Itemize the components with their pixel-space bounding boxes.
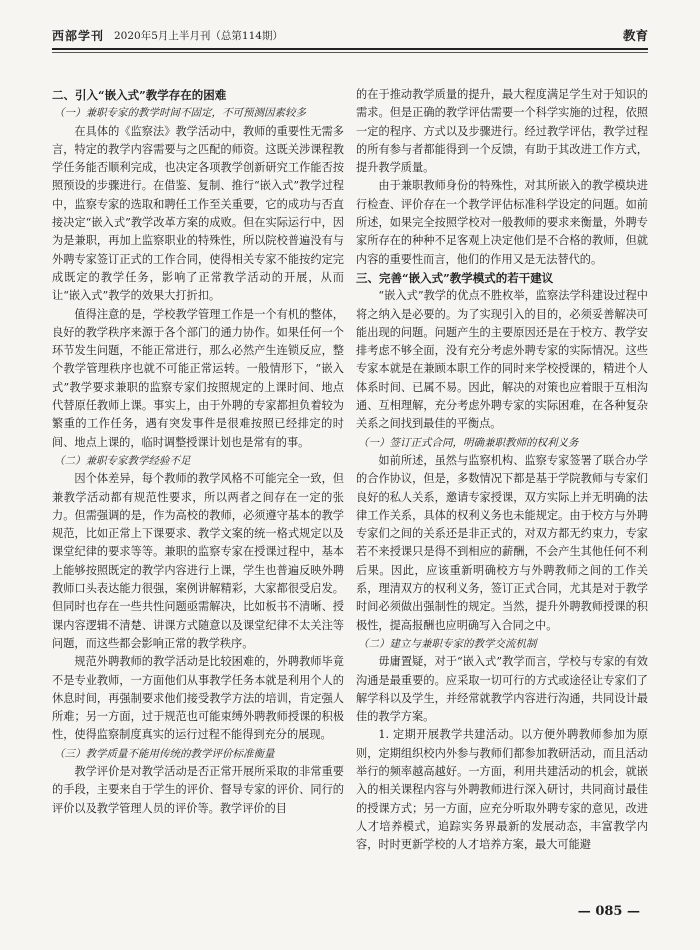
paragraph: 毋庸置疑，对于“嵌入式”教学而言，学校与专家的有效沟通是最重要的。应采取一切可行的方式或途径让专家们了解学科以及学生，并经常就教学内容进行沟通，共同设计最佳的教学方案。 xyxy=(356,655,648,724)
page-number: — 085 — xyxy=(577,904,640,919)
paragraph: 在具体的《监察法》教学活动中，教师的重要性无需多言，特定的教学内容需要与之匹配的师资。这既关涉课程教学任务能否顺利完成，也决定各项教学创新研究工作能否按照预设的步骤进行。在借鉴、复制、推行“嵌入式”教学过程中，监察专家的选取和聘任工作至关重要，它的成功与否直接决定“嵌入式”教学改革方案的成败。但在实际运行中，因为是兼职，再加上监察职业的特殊性，所以院校普遍没有与外聘专家签订正式的工作合同，使得相关专家不能按约定完成既定的教学任务，影响了正常教学活动的开展，从而让“嵌入式”教学的效果大打折扣。 xyxy=(52,124,344,303)
section-heading-3: 三、完善“嵌入式”教学模式的若干建议 xyxy=(356,270,554,285)
subheading-3: （三）教学质量不能用传统的教学评价标准衡量 xyxy=(54,747,275,760)
subheading-1: （一）签订正式合同，明确兼职教师的权利义务 xyxy=(358,436,579,449)
issue-info: 2020年5月上半月刊（总第114期） xyxy=(114,30,283,42)
running-header xyxy=(52,24,648,46)
right-column xyxy=(356,86,648,906)
paragraph-continued: 的在于推动教学质量的提升，最大程度满足学生对于知识的需求。但是正确的教学评估需要一个科学实施的过程，依照一定的程序、方式以及步骤进行。经过教学评估，教学过程的所有参与者都能得到一个反馈，有助于其改进工作方式，提升教学质量。 xyxy=(356,88,648,175)
paragraph: “嵌入式”教学的优点不胜枚举，监察法学科建设过程中将之纳入是必要的。为了实现引入的目的，必须妥善解决可能出现的问题。问题产生的主要原因还是在于校方、教学安排考虑不够全面，没有充分考虑外聘专家的实际情况。这些专家本就是在兼顾本职工作的同时来学校授课的，精进个人体系时间、已属不易。因此，解决的对策也应着眼于互相沟通、互相理解，充分考虑外聘专家的实际困难，在各种复杂关系之间找到最佳的平衡点。 xyxy=(356,289,648,431)
paragraph: 值得注意的是，学校教学管理工作是一个有机的整体，良好的教学秩序来源于各个部门的通力协作。如果任何一个环节发生问题，不能正常进行，那么必然产生连锁反应，整个教学管理秩序也就不可能正常运转。一般情形下，“嵌入式”教学要求兼职的监察专家们按照规定的上课时间、地点代替原任教师上课。事实上，由于外聘的专家都担负着较为繁重的工作任务，遇有突发事件是很难按照已经排定的时间、地点上课的，临时调整授课计划也是常有的事。 xyxy=(52,307,344,449)
journal-logo: 西部学刊 xyxy=(52,29,105,43)
left-column xyxy=(52,86,344,906)
section-label: 教育 xyxy=(622,28,648,43)
subheading-2: （二）兼职专家教学经验不足 xyxy=(54,454,191,467)
header-rule-thin xyxy=(52,52,648,53)
paragraph: 1. 定期开展教学共建活动。以方便外聘教师参加为原则，定期组织校内外参与教师们都参加教研活动，而且活动举行的频率越高越好。一方面，利用共建活动的机会，就嵌入的相关课程内容与外聘教师进行深入研讨，共同商讨最佳的授课方式；另一方面，应充分听取外聘专家的意见，改进人才培养模式，追踪实务界最新的发展动态，丰富教学内容，时时更新学校的人才培养方案，最大可能避 xyxy=(356,728,648,852)
paragraph: 规范外聘教师的教学活动是比较困难的，外聘教师毕竟不是专业教师，一方面他们从事教学任务本就是利用个人的休息时间，再强制要求他们接受教学方法的培训，肯定强人所难；另一方面，过于规范也可能束缚外聘教师授课的积极性，使得监察制度真实的运行过程不能得到充分的展现。 xyxy=(52,655,344,742)
paragraph: 教学评价是对教学活动是否正常开展所采取的非常重要的手段，主要来自于学生的评价、督导专家的评价、同行的评价以及教学管理人员的评价等。教学评价的目 xyxy=(52,764,344,815)
section-heading-2: 二、引入“嵌入式”教学存在的困难 xyxy=(52,88,227,102)
paragraph: 如前所述，虽然与监察机构、监察专家签署了联合办学的合作协议，但是，多数情况下都是基于学院教师与专家们良好的私人关系，邀请专家授课，双方实际上并无明确的法律工作关系，具体的权利义务也未能规定。由于校方与外聘专家们之间的关系还是非正式的，对双方都无约束力，专家若不来授课只是得不到相应的薪酬，不会产生其他任何不利后果。因此，应该重新明确校方与外聘教师之间的工作关系，理清双方的权利义务，签订正式合同，尤其是对于教学时间必须做出强制性的规定。当然，提升外聘教师授课的积极性，提高报酬也应明确写入合同之中。 xyxy=(356,453,648,632)
subheading-2: （二）建立与兼职专家的教学交流机制 xyxy=(358,637,537,650)
subheading-1: （一）兼职专家的教学时间不固定，不可预测因素较多 xyxy=(54,107,306,120)
header-rule-thick xyxy=(52,48,648,50)
paragraph: 由于兼职教师身份的特殊性，对其所嵌入的教学模块进行检查、评价存在一个教学评估标准科学设定的问题。如前所述，如果完全按照学校对一般教师的要求来衡量，外聘专家所存在的种种不足客观上决定他们是不合格的教师，但就内容的重要性而言，他们的作用又是无法替代的。 xyxy=(356,179,648,266)
paragraph: 因个体差异，每个教师的教学风格不可能完全一致，但兼教学活动都有规范性要求，所以两者之间存在一定的张力。但需强调的是，作为高校的教师，必须遵守基本的教学规范，比如正常上下课要求、教学文案的统一格式规定以及课堂纪律的要求等等。兼职的监察专家在授课过程中，基本上能够按照既定的教学内容进行上课，学生也普遍反映外聘教师口头表达能力很强，案例讲解精彩，大家都很受启发。但同时也存在一些共性问题亟需解决，比如板书不清晰、授课内容逻辑不清楚、讲课方式随意以及课堂纪律不太关注等问题，而这些都会影响正常的教学秩序。 xyxy=(52,472,344,650)
